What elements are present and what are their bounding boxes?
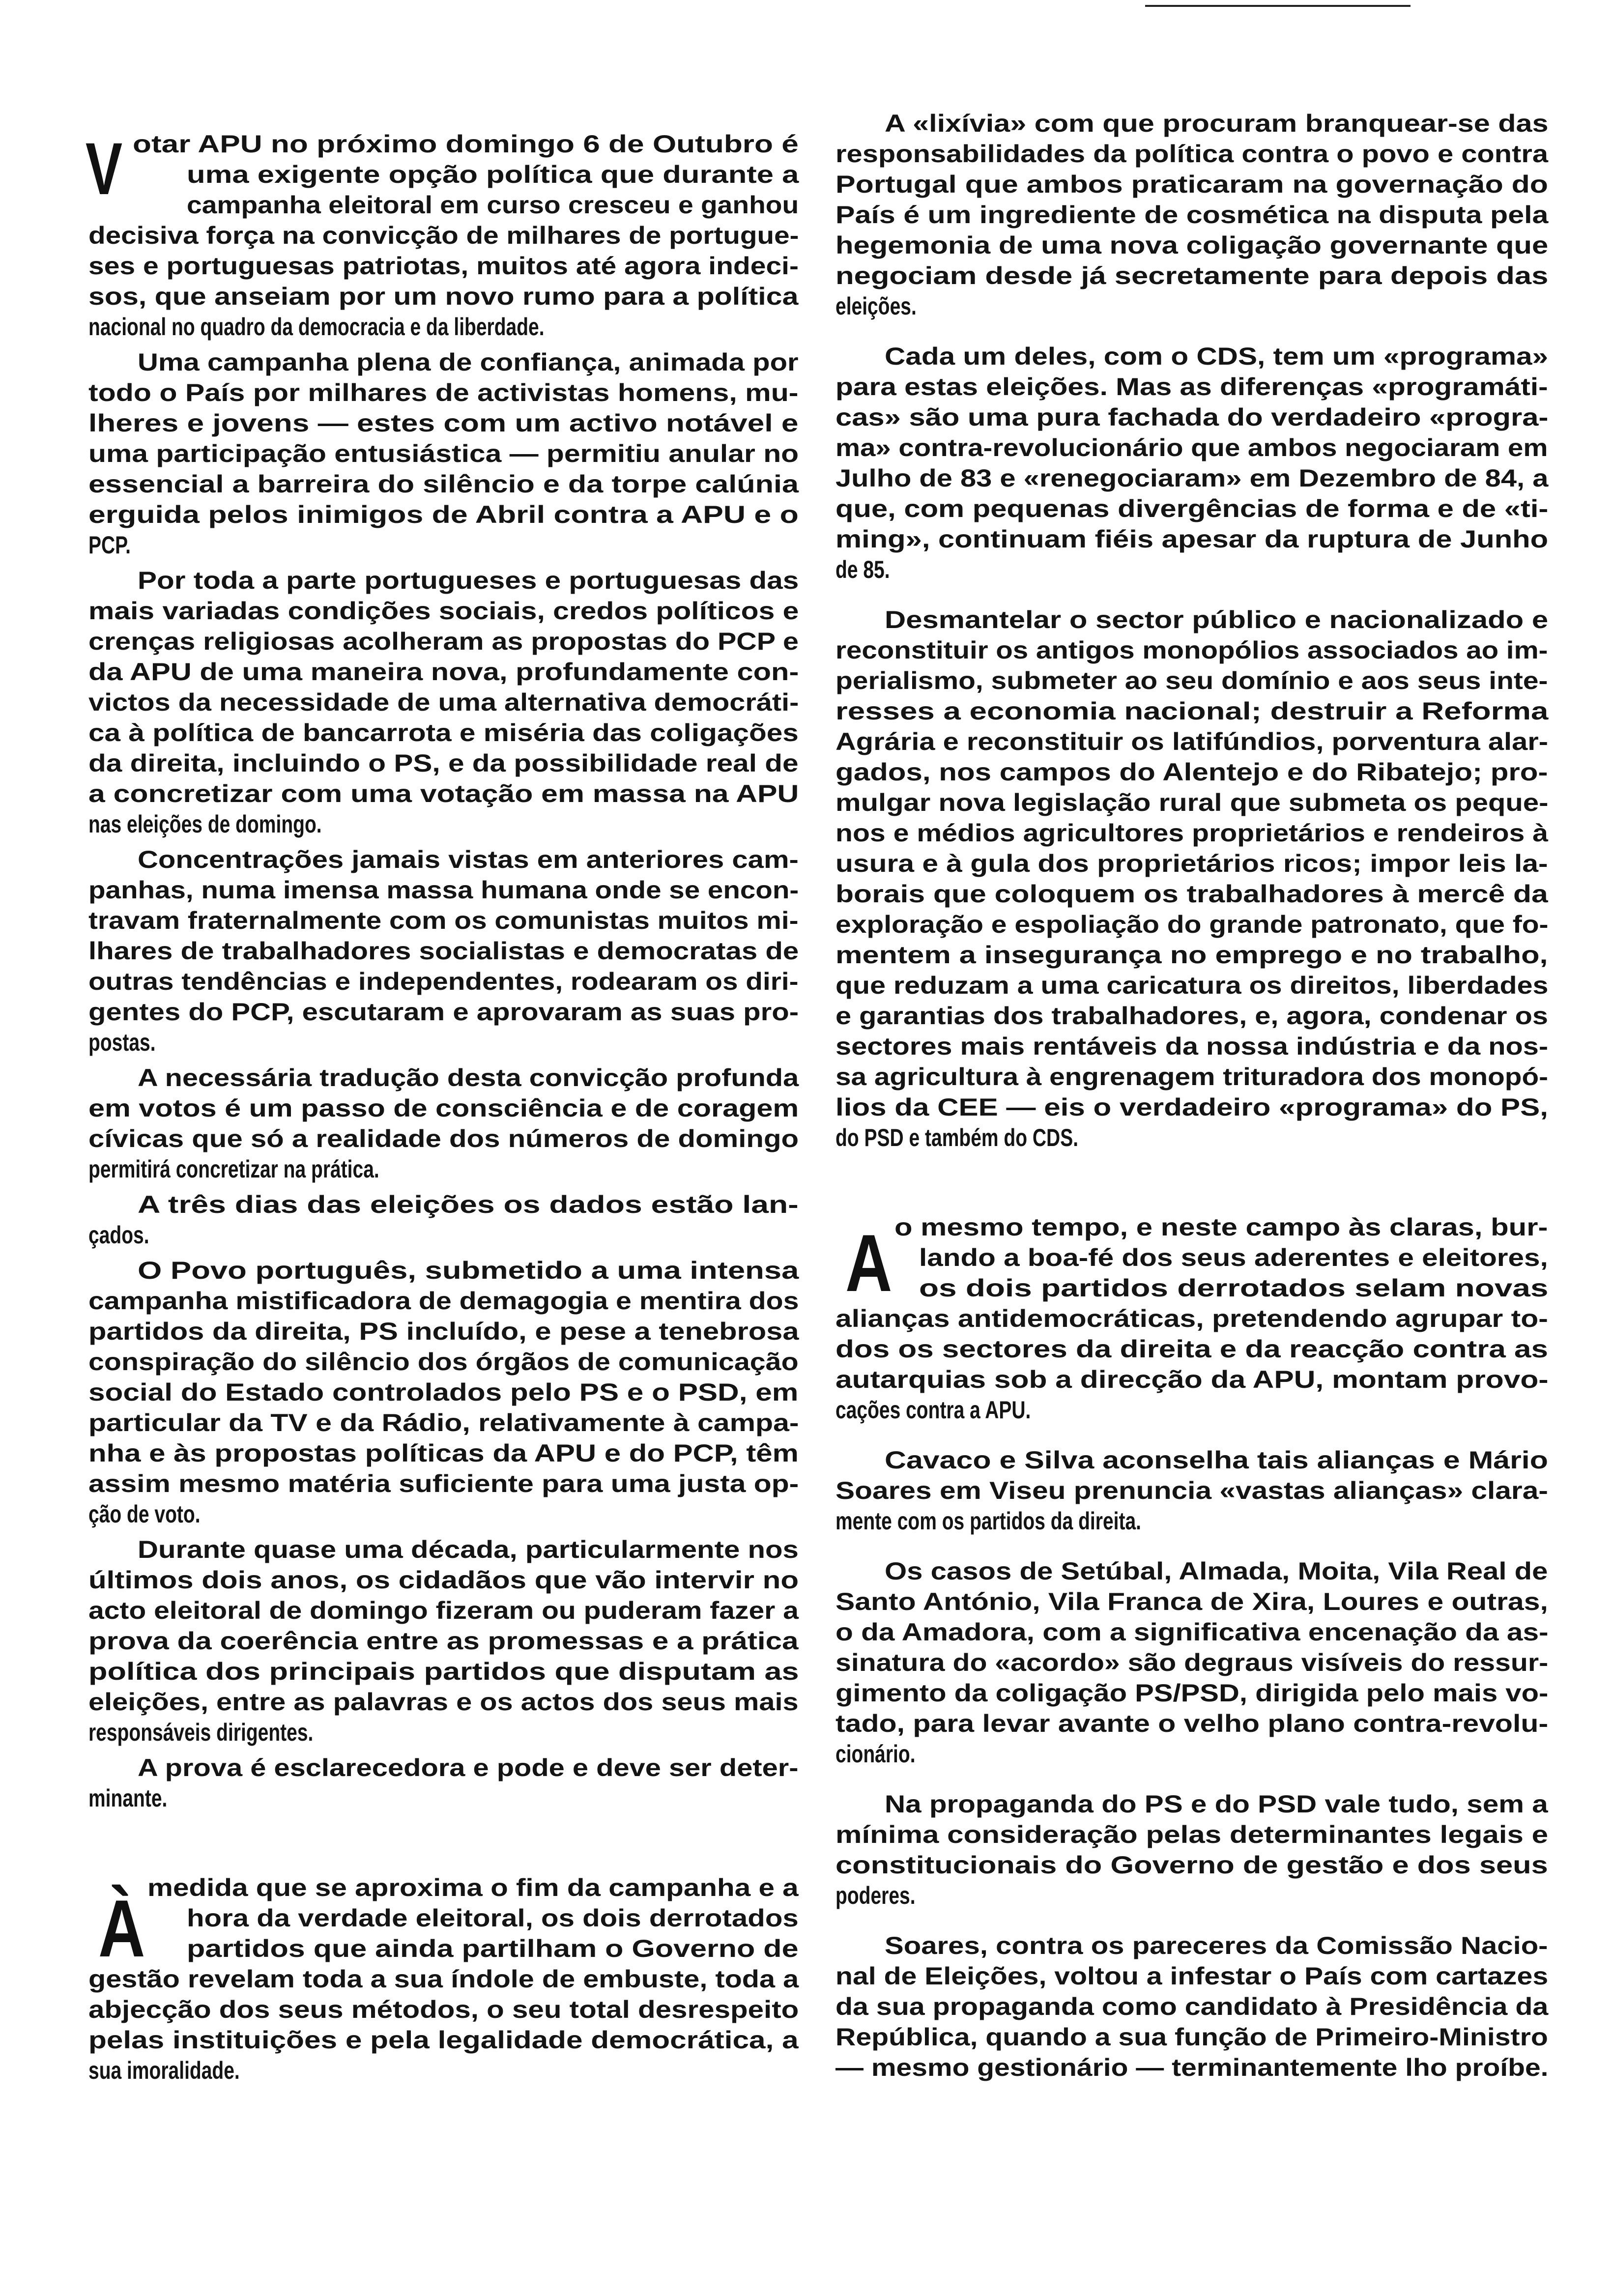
text-line: gestão revelam toda a sua índole de embuste, toda a	[88, 1965, 799, 1993]
text-line: Os casos de Setúbal, Almada, Moita, Vila Real de	[885, 1557, 1548, 1585]
text-line: da sua propaganda como candidato à Presidência da	[835, 1993, 1549, 2020]
text-line: sa agricultura à engrenagem trituradora dos monopó-	[835, 1063, 1549, 1091]
paragraph	[835, 1789, 1548, 1911]
text-line: todo o País por milhares de activistas homens, mu-	[88, 379, 799, 406]
text-line: mente com os partidos da direita.	[835, 1507, 1141, 1535]
text-line: permitirá concretizar na prática.	[88, 1155, 379, 1183]
text-line: abjecção dos seus métodos, o seu total desrespeito	[88, 1996, 799, 2023]
text-line: tado, para levar avante o velho plano contra-revolu-	[835, 1710, 1549, 1737]
text-line: A «lixívia» com que procuram branquear-se das	[885, 110, 1549, 137]
text-line: sos, que anseiam por um novo rumo para a política	[88, 283, 799, 310]
text-line: negociam desde já secretamente para depois das	[835, 262, 1549, 289]
text-line: resses a economia nacional; destruir a Reforma	[835, 697, 1549, 725]
text-line: usura e à gula dos proprietários ricos; impor leis la-	[835, 850, 1548, 877]
text-line: Na propaganda do PS e do PSD vale tudo, sem a	[885, 1790, 1548, 1818]
text-line: campanha eleitoral em curso cresceu e ganhou	[187, 191, 799, 219]
paragraph	[88, 565, 799, 839]
text-line: çados.	[88, 1221, 149, 1249]
text-line: Julho de 83 e «renegociaram» em Dezembro de 84, a	[835, 464, 1549, 492]
text-line: Cavaco e Silva aconselha tais alianças e Mário	[885, 1446, 1548, 1474]
text-line: campanha mistificadora de demagogia e mentira dos	[88, 1287, 799, 1315]
text-line: mais variadas condições sociais, credos políticos e	[88, 597, 799, 625]
paragraph	[88, 1534, 799, 1748]
text-line: cívicas que só a realidade dos números de domingo	[88, 1125, 799, 1152]
text-line: eleições.	[835, 292, 917, 320]
text-line: gentes do PCP, escutaram e aprovaram as suas pro-	[88, 998, 799, 1026]
text-line: A três dias das eleições os dados estão lan-	[138, 1191, 799, 1218]
text-line: da direita, incluindo o PS, e da possibilidade real de	[88, 749, 799, 777]
text-line: gimento da coligação PS/PSD, dirigida pelo mais vo-	[835, 1679, 1549, 1707]
text-line: o da Amadora, com a significativa encenação da as-	[835, 1618, 1549, 1646]
text-line: prova da coerência entre as promessas e a prática	[88, 1627, 799, 1655]
text-line: ses e portuguesas patriotas, muitos até agora indeci-	[88, 252, 799, 280]
text-line: assim mesmo matéria suficiente para uma justa op-	[88, 1470, 799, 1497]
text-line: de 85.	[835, 556, 890, 583]
text-line: Por toda a parte portugueses e portuguesas das	[138, 567, 799, 594]
text-line: nacional no quadro da democracia e da liberdade.	[88, 313, 545, 341]
text-line: Concentrações jamais vistas em anteriores cam-	[138, 846, 799, 873]
text-line: outras tendências e independentes, rodearam os diri-	[88, 968, 799, 995]
text-line: sectores mais rentáveis da nossa indústria e da nos-	[835, 1033, 1549, 1060]
text-line: acto eleitoral de domingo fizeram ou puderam fazer a	[88, 1597, 799, 1624]
section-paragraph	[88, 1872, 799, 2086]
text-line: particular da TV e da Rádio, relativamente à campa-	[88, 1409, 799, 1436]
paragraph	[88, 347, 799, 560]
text-line: partidos da direita, PS incluído, e pese a tenebrosa	[88, 1318, 799, 1345]
paragraph	[88, 1189, 799, 1250]
text-line: exploração e espoliação do grande patronato, que fo-	[835, 911, 1549, 938]
drop-cap-a-grave: À	[98, 1883, 145, 1974]
paragraph-spacer	[835, 326, 1548, 341]
text-line: os dois partidos derrotados selam novas	[919, 1274, 1549, 1302]
text-line: a concretizar com uma votação em massa na APU	[88, 780, 799, 807]
text-line: lios da CEE — eis o verdadeiro «programa» do PS,	[835, 1093, 1548, 1121]
lead-paragraph	[88, 129, 799, 342]
text-line: hegemonia de uma nova coligação governante que	[835, 231, 1549, 259]
text-line: Uma campanha plena de confiança, animada por	[138, 348, 799, 376]
text-line: alianças antidemocráticas, pretendendo agrupar to-	[835, 1305, 1548, 1332]
text-line: em votos é um passo de consciência e de coragem	[88, 1094, 799, 1122]
text-line: Santo António, Vila Franca de Xira, Loures e outras,	[835, 1588, 1548, 1615]
text-line: uma exigente opção política que durante a	[187, 161, 799, 188]
text-line: conspiração do silêncio dos órgãos de comunicação	[88, 1348, 799, 1376]
text-line: essencial a barreira do silêncio e da torpe calúnia	[88, 470, 799, 498]
text-line: — mesmo gestionário — terminantemente lho proíbe.	[835, 2054, 1549, 2081]
text-line: pelas instituições e pela legalidade democrática, a	[88, 2026, 799, 2054]
paragraph-spacer	[835, 1541, 1548, 1556]
text-line: últimos dois anos, os cidadãos que vão intervir no	[88, 1566, 799, 1594]
text-line: lheres e jovens — estes com um activo notável e	[88, 409, 799, 437]
paragraph-spacer	[835, 1430, 1548, 1445]
text-line: Soares em Viseu prenuncia «vastas alianças» clara-	[835, 1477, 1548, 1504]
section-spacer	[835, 1158, 1548, 1212]
text-line: ma» contra-revolucionário que ambos negociaram em	[835, 434, 1548, 461]
text-line: da APU de uma maneira nova, profundamente con-	[88, 658, 799, 686]
text-line: Portugal que ambos praticaram na governação do	[835, 171, 1548, 198]
text-line: lhares de trabalhadores socialistas e democratas de	[88, 937, 799, 965]
text-line: perialismo, submeter ao seu domínio e aos seus inte-	[835, 667, 1548, 694]
text-line: Cada um deles, com o CDS, tem um «programa»	[885, 343, 1549, 370]
text-line: medida que se aproxima o fim da campanha e a	[147, 1874, 799, 1901]
text-line: postas.	[88, 1029, 156, 1056]
text-line: crenças religiosas acolheram as propostas do PCP e	[88, 628, 799, 655]
paragraph	[835, 1445, 1548, 1536]
text-line: dos os sectores da direita e da reacção contra as	[835, 1335, 1548, 1363]
text-line: poderes.	[835, 1882, 916, 1909]
text-line: do PSD e também do CDS.	[835, 1124, 1079, 1151]
paragraph-spacer	[835, 1916, 1548, 1930]
text-line: minante.	[88, 1784, 168, 1812]
drop-cap-v: V	[86, 127, 123, 210]
text-line: O Povo português, submetido a uma intensa	[138, 1257, 799, 1284]
text-line: Agrária e reconstituir os latifúndios, porventura alar-	[835, 728, 1549, 755]
text-line: hora da verdade eleitoral, os dois derrotados	[187, 1904, 799, 1932]
text-line: e garantias dos trabalhadores, e, agora, condenar os	[835, 1002, 1548, 1030]
text-line: República, quando a sua função de Primeiro-Ministro	[835, 2023, 1548, 2051]
text-line: Durante quase uma década, particularmente nos	[138, 1536, 799, 1563]
section-spacer	[88, 1818, 799, 1872]
text-line: País é um ingrediente de cosmética na disputa pela	[835, 201, 1549, 229]
text-line: que, com pequenas divergências de forma e de «ti-	[835, 495, 1549, 522]
text-line: PCP.	[88, 531, 131, 559]
text-line: A necessária tradução desta convicção profunda	[138, 1064, 799, 1091]
paragraph	[88, 1062, 799, 1184]
text-line: autarquias sob a direcção da APU, montam provo-	[835, 1366, 1549, 1393]
text-line: sua imoralidade.	[88, 2057, 240, 2084]
drop-cap-a: A	[845, 1218, 892, 1308]
text-line: uma participação entusiástica — permitiu anular no	[88, 440, 799, 467]
paragraph	[835, 604, 1548, 1153]
paragraph-spacer	[835, 1774, 1548, 1789]
text-line: cas» são uma pura fachada do verdadeiro «progra-	[835, 403, 1549, 431]
text-line: que reduzam a uma caricatura os direitos, liberdades	[835, 972, 1549, 999]
text-line: mentem a insegurança no emprego e no trabalho,	[835, 941, 1548, 969]
text-line: nos e médios agricultores proprietários e rendeiros à	[835, 819, 1549, 847]
text-line: nas eleições de domingo.	[88, 810, 322, 838]
text-line: mulgar nova legislação rural que submeta os peque-	[835, 789, 1549, 816]
text-line: nha e às propostas políticas da APU e do PCP, têm	[88, 1439, 799, 1467]
text-line: travam fraternalmente com os comunistas muitos mi-	[88, 907, 799, 934]
text-line: política dos principais partidos que disputam as	[88, 1658, 799, 1685]
text-line: Desmantelar o sector público e nacionalizado e	[885, 606, 1549, 633]
text-line: responsáveis dirigentes.	[88, 1719, 314, 1746]
text-line: erguida pelos inimigos de Abril contra a APU e o	[88, 501, 799, 528]
text-line: ção de voto.	[88, 1500, 201, 1528]
right-column	[835, 108, 1548, 2088]
text-line: partidos que ainda partilham o Governo de	[187, 1935, 799, 1962]
paragraph	[835, 108, 1548, 321]
paragraph	[88, 844, 799, 1058]
text-line: ca à política de bancarrota e miséria das coligações	[88, 719, 799, 746]
text-line: A prova é esclarecedora e pode e deve ser deter-	[138, 1754, 799, 1781]
text-line: otar APU no próximo domingo 6 de Outubro é	[133, 130, 799, 158]
text-line: gados, nos campos do Alentejo e do Ribatejo; pro-	[835, 758, 1548, 786]
paragraph	[835, 1556, 1548, 1769]
paragraph	[835, 1930, 1548, 2083]
text-line: eleições, entre as palavras e os actos dos seus mais	[88, 1688, 799, 1716]
text-line: cionário.	[835, 1740, 916, 1768]
text-line: victos da necessidade de uma alternativa democráti-	[88, 689, 799, 716]
text-line: sinatura do «acordo» são degraus visíveis do ressur-	[835, 1649, 1549, 1676]
text-line: borais que coloquem os trabalhadores à mercê da	[835, 880, 1548, 908]
text-line: decisiva força na convicção de milhares de portugue-	[88, 222, 799, 249]
text-line: social do Estado controlados pelo PS e o PSD, em	[88, 1378, 799, 1406]
paragraph	[88, 1255, 799, 1529]
paragraph	[88, 1752, 799, 1813]
text-line: ming», continuam fiéis apesar da ruptura de Junho	[835, 525, 1549, 553]
text-line: Soares, contra os pareceres da Comissão Nacio-	[885, 1932, 1548, 1959]
text-line: nal de Eleições, voltou a infestar o País com cartazes	[835, 1962, 1549, 1990]
text-line: o mesmo tempo, e neste campo às claras, bur-	[894, 1213, 1548, 1241]
paragraph-spacer	[835, 590, 1548, 604]
section-paragraph	[835, 1212, 1548, 1425]
text-line: constitucionais do Governo de gestão e dos seus	[835, 1851, 1548, 1879]
paragraph	[835, 341, 1548, 585]
text-line: cações contra a APU.	[835, 1396, 1031, 1424]
top-rule-divider	[1145, 5, 1410, 7]
text-line: lando a boa-fé dos seus aderentes e eleitores,	[919, 1244, 1548, 1271]
left-column	[88, 129, 799, 2091]
text-line: mínima consideração pelas determinantes legais e	[835, 1821, 1549, 1848]
text-line: responsabilidades da política contra o povo e contra	[835, 140, 1549, 168]
text-line: panhas, numa imensa massa humana onde se encon-	[88, 876, 799, 904]
text-line: reconstituir os antigos monopólios associados ao im-	[835, 636, 1548, 664]
text-line: para estas eleições. Mas as diferenças «programáti-	[835, 373, 1548, 401]
